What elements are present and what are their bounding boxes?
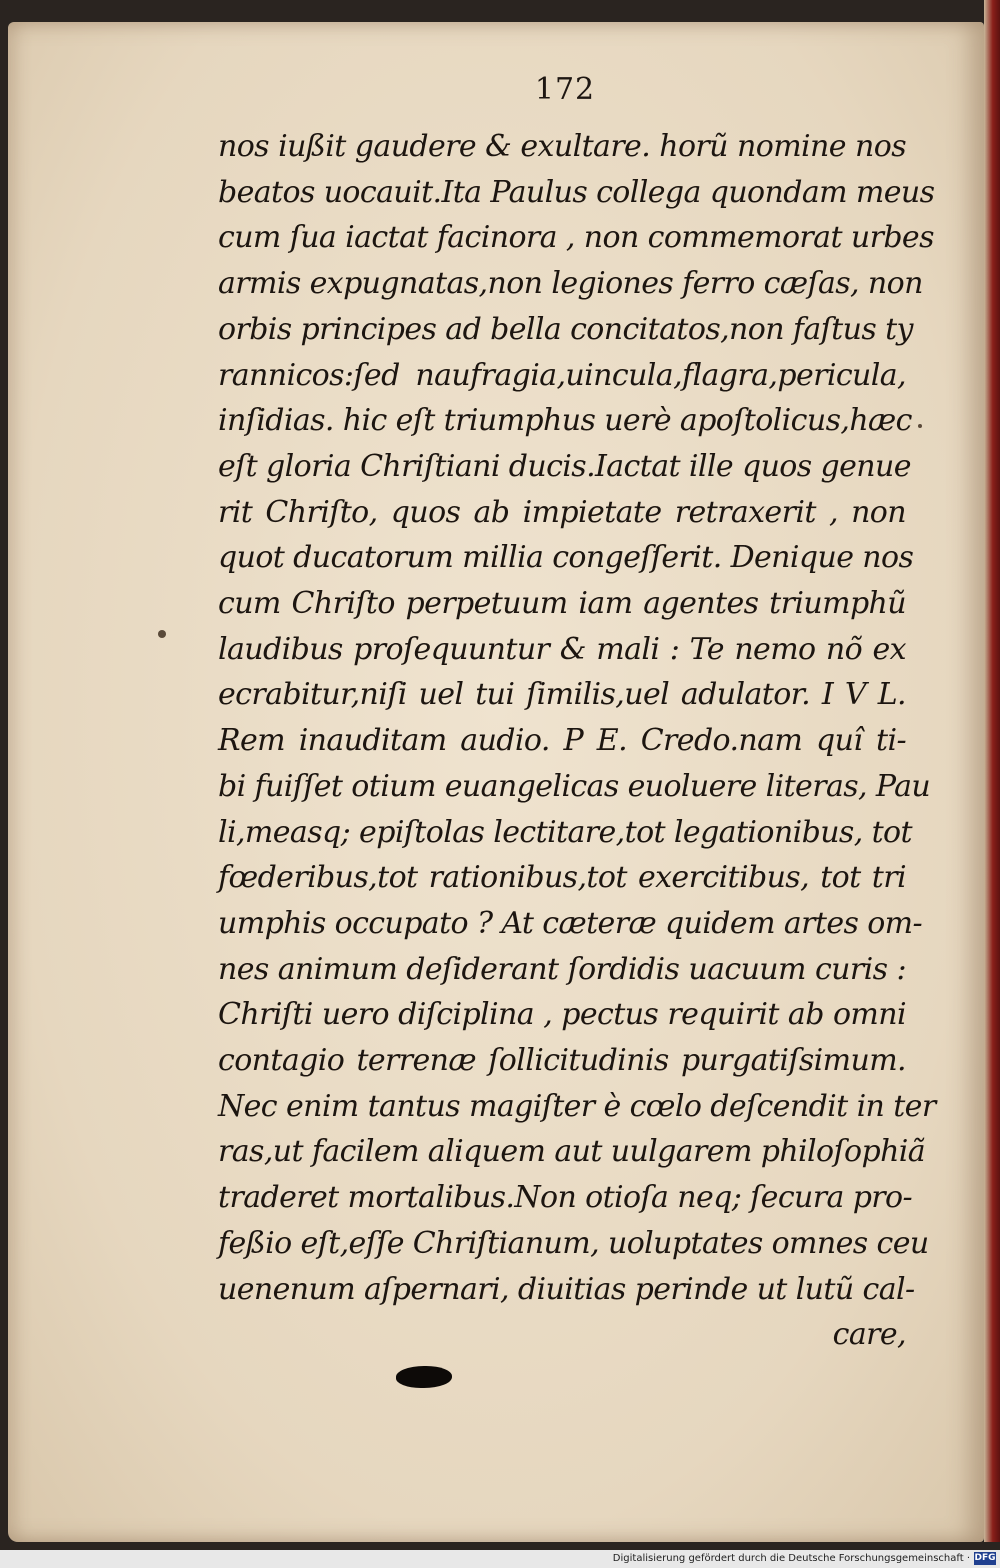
text-line: beatos uocauit.Ita Paulus collega quondam meus xyxy=(218,174,935,210)
digitization-credit: Digitalisierung gefördert durch die Deutsche Forschungsgemeinschaft · xyxy=(612,1553,970,1564)
text-line: ecrabitur,niſi uel tui ſimilis,uel adulator. I V L. xyxy=(218,677,906,713)
text-line: orbis principes ad bella concitatos,non faſtus ty xyxy=(218,311,913,347)
book-spine-edge xyxy=(984,0,1000,1542)
text-line: rit Chriſto, quos ab impietate retraxerit , non xyxy=(218,494,906,530)
ink-blot xyxy=(396,1366,452,1388)
text-line: umphis occupato ? At cæteræ quidem artes om- xyxy=(218,905,923,941)
text-line: nes animum deſiderant ſordidis uacuum curis : xyxy=(218,951,906,987)
text-line: feßio eſt,eſſe Chriſtianum, uoluptates omnes ceu xyxy=(218,1225,929,1261)
text-line: cum ſua iactat facinora , non commemorat urbes xyxy=(218,220,934,256)
text-line: fœderibus,tot rationibus,tot exercitibus, tot tri xyxy=(218,860,906,896)
text-line: laudibus proſequuntur & mali : Te nemo nõ ex xyxy=(218,631,906,667)
text-line: Rem inauditam audio. P E. Credo.nam quî ti- xyxy=(218,723,906,759)
text-block xyxy=(218,124,936,1358)
text-line: eſt gloria Chriſtiani ducis.Iactat ille quos genue xyxy=(218,448,911,484)
paper-speck xyxy=(918,424,922,428)
dfg-logo: DFG xyxy=(974,1553,996,1563)
text-line: Nec enim tantus magiſter è cœlo deſcendit in ter xyxy=(218,1088,936,1124)
text-line: armis expugnatas,non legiones ferro cæſas, non xyxy=(218,266,923,302)
text-line: Chriſti uero diſciplina , pectus requirit ab omni xyxy=(218,997,906,1033)
text-line: bi fuiſſet otium euangelicas euoluere literas, Pau xyxy=(218,768,931,804)
text-line: traderet mortalibus.Non otioſa neq; ſecura pro- xyxy=(218,1180,913,1216)
text-line: inſidias. hic eſt triumphus uerè apoſtolicus,hæc xyxy=(218,403,912,439)
text-line: quot ducatorum millia congeſſerit. Denique nos xyxy=(218,540,914,576)
text-line: ras,ut facilem aliquem aut uulgarem philoſophiã xyxy=(218,1134,926,1170)
paper-speck xyxy=(158,630,166,638)
text-line: nos iußit gaudere & exultare. horũ nomine nos xyxy=(218,129,906,164)
text-line: care, xyxy=(832,1317,906,1353)
text-line: cum Chriſto perpetuum iam agentes triumphũ xyxy=(218,586,906,622)
text-line: uenenum aſpernari, diuitias perinde ut lutũ cal- xyxy=(218,1271,915,1307)
text-line: rannicos:ſed naufragia,uincula,flagra,pericula, xyxy=(218,357,906,393)
page-number: 172 xyxy=(534,72,596,107)
text-line: li,measq; epiſtolas lectitare,tot legationibus, tot xyxy=(218,814,912,850)
text-line: contagio terrenæ ſollicitudinis purgatiſsimum. xyxy=(218,1043,906,1079)
